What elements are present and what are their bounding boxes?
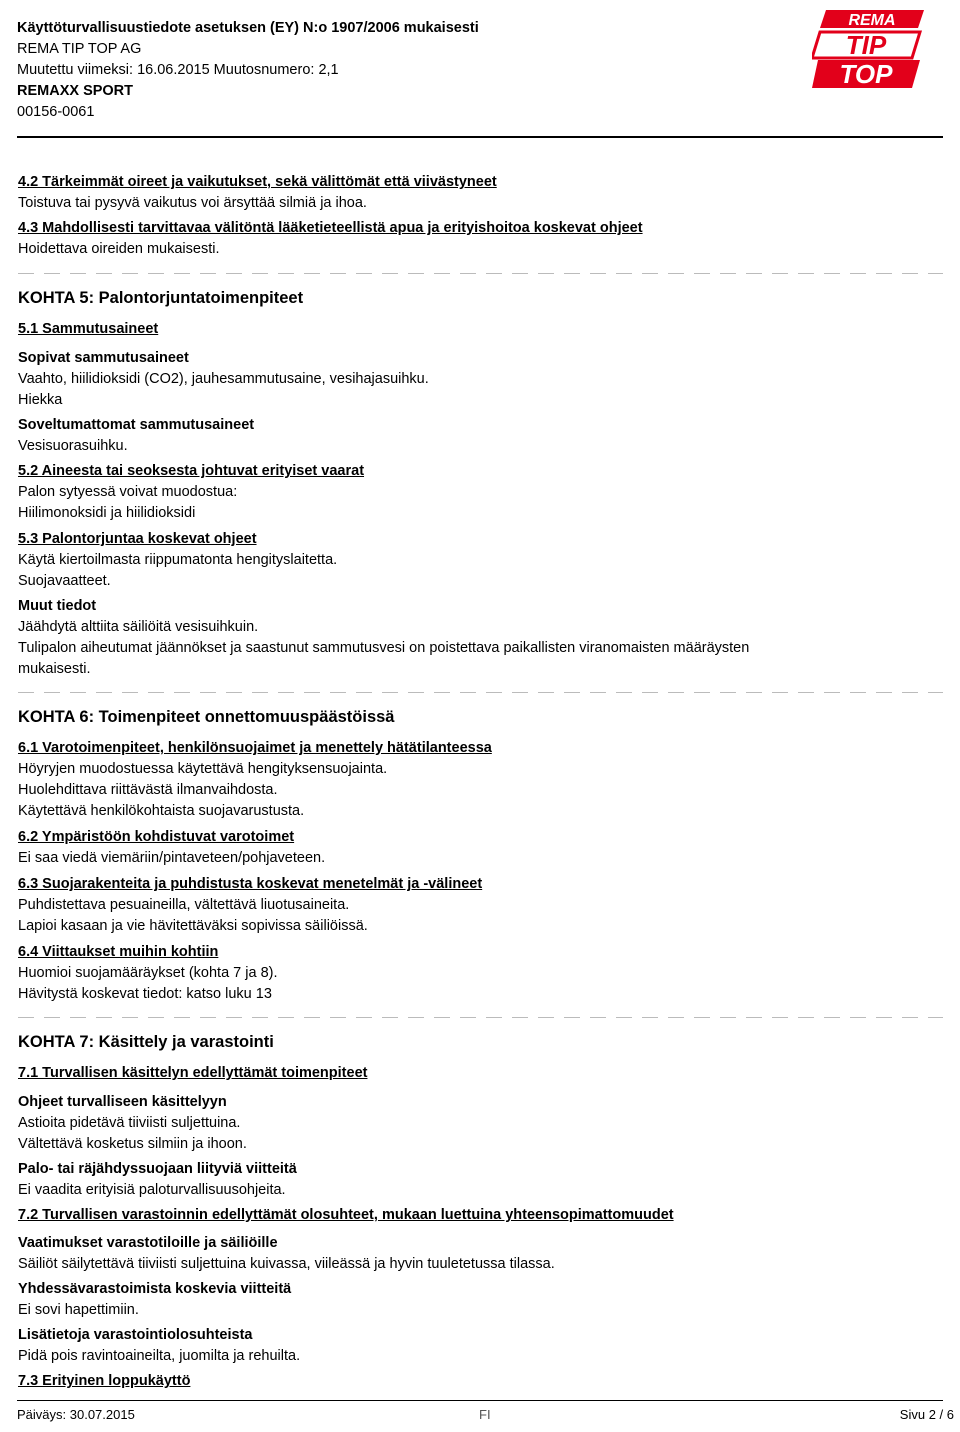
text-other-info-b: Tulipalon aiheutumat jäännökset ja saastunut sammutusvesi on poistettava paikallisten viranomaisten määräysten	[18, 640, 750, 656]
text-6-4a: Huomioi suojamääräykset (kohta 7 ja 8).	[18, 965, 278, 981]
subheading-suitable-media: Sopivat sammutusaineet	[18, 350, 189, 366]
text-6-2: Ei saa viedä viemäriin/pintaveteen/pohjaveteen.	[18, 850, 326, 866]
text-storage-requirements: Säiliöt säilytettävä tiiviisti suljettuina kuivassa, viileässä ja hyvin tuuletetussa tilassa.	[18, 1256, 555, 1272]
heading-5-2: 5.2 Aineesta tai seoksesta johtuvat erityiset vaarat	[18, 463, 365, 479]
text-5-2a: Palon sytyessä voivat muodostua:	[18, 484, 238, 500]
heading-7-3: 7.3 Erityinen loppukäyttö	[18, 1373, 191, 1389]
text-unsuitable-media: Vesisuorasuihku.	[18, 438, 128, 454]
heading-7-2: 7.2 Turvallisen varastoinnin edellyttämät olosuhteet, mukaan luettuina yhteensopimattomuudet	[18, 1207, 674, 1223]
heading-4-3: 4.3 Mahdollisesti tarvittavaa välitöntä lääketieteellistä apua ja erityishoitoa koskevat ohjeet	[18, 220, 643, 236]
text-5-2b: Hiilimonoksidi ja hiilidioksidi	[18, 505, 196, 521]
subheading-unsuitable-media: Soveltumattomat sammutusaineet	[18, 417, 255, 433]
heading-6-4: 6.4 Viittaukset muihin kohtiin	[18, 944, 219, 960]
rema-tip-top-logo	[812, 4, 928, 90]
footer-date: Päiväys: 30.07.2015	[17, 1407, 135, 1422]
heading-5-3: 5.3 Palontorjuntaa koskevat ohjeet	[18, 531, 257, 547]
company-name: REMA TIP TOP AG	[17, 41, 142, 57]
text-5-3b: Suojavaatteet.	[18, 573, 111, 589]
text-5-3a: Käytä kiertoilmasta riippumatonta hengityslaitetta.	[18, 552, 338, 568]
text-6-3a: Puhdistettava pesuaineilla, vältettävä liuotusaineita.	[18, 897, 350, 913]
text-6-1a: Höyryjen muodostuessa käytettävä hengityksensuojainta.	[18, 761, 388, 777]
section-5-title: KOHTA 5: Palontorjuntatoimenpiteet	[18, 289, 304, 307]
footer-page-number: Sivu 2 / 6	[899, 1407, 954, 1422]
heading-4-2: 4.2 Tärkeimmät oireet ja vaikutukset, sekä välittömät että viivästyneet	[18, 174, 497, 190]
text-safe-handling-b: Vältettävä kosketus silmiin ja ihoon.	[18, 1136, 247, 1152]
text-joint-storage: Ei sovi hapettimiin.	[18, 1302, 139, 1318]
section-divider	[18, 692, 943, 693]
text-other-info-a: Jäähdytä alttiita säiliöitä vesisuihkuin.	[18, 619, 259, 635]
text-4-3: Hoidettava oireiden mukaisesti.	[18, 241, 220, 257]
text-storage-info: Pidä pois ravintoaineilta, juomilta ja rehuilta.	[18, 1348, 301, 1364]
text-6-3b: Lapioi kasaan ja vie hävitettäväksi sopivissa säiliöissä.	[18, 918, 368, 934]
section-divider	[18, 1017, 943, 1018]
heading-6-3: 6.3 Suojarakenteita ja puhdistusta koskevat menetelmät ja -välineet	[18, 876, 483, 892]
revision-number: Muutosnumero: 2,1	[213, 62, 339, 78]
document-header	[17, 18, 479, 123]
document-body	[18, 172, 943, 1392]
footer-divider	[17, 1400, 943, 1401]
subheading-safe-handling: Ohjeet turvalliseen käsittelyyn	[18, 1094, 227, 1110]
subheading-storage-info: Lisätietoja varastointiolosuhteista	[18, 1327, 253, 1343]
revision-row	[17, 60, 479, 81]
modified-date: Muutettu viimeksi: 16.06.2015	[17, 62, 210, 78]
subheading-other-info: Muut tiedot	[18, 598, 97, 614]
text-6-4b: Hävitystä koskevat tiedot: katso luku 13	[18, 986, 272, 1002]
header-divider	[17, 136, 943, 138]
subheading-joint-storage: Yhdessävarastoimista koskevia viitteitä	[18, 1281, 292, 1297]
subheading-storage-requirements: Vaatimukset varastotiloille ja säiliöille	[18, 1235, 278, 1251]
logo-text-tip: TIP	[845, 30, 887, 60]
text-6-1c: Käytettävä henkilökohtaista suojavarustusta.	[18, 803, 305, 819]
heading-5-1: 5.1 Sammutusaineet	[18, 321, 159, 337]
text-sand: Hiekka	[18, 392, 63, 408]
heading-6-1: 6.1 Varotoimenpiteet, henkilönsuojaimet ja menettely hätätilanteessa	[18, 740, 492, 756]
text-suitable-media: Vaahto, hiilidioksidi (CO2), jauhesammutusaine, vesihajasuihku.	[18, 371, 429, 387]
text-other-info-c: mukaisesti.	[18, 661, 91, 677]
heading-6-2: 6.2 Ympäristöön kohdistuvat varotoimet	[18, 829, 295, 845]
text-fire-protection: Ei vaadita erityisiä paloturvallisuusohjeita.	[18, 1182, 286, 1198]
section-7-title: KOHTA 7: Käsittely ja varastointi	[18, 1033, 274, 1051]
heading-7-1: 7.1 Turvallisen käsittelyn edellyttämät toimenpiteet	[18, 1065, 368, 1081]
product-code: 00156-0061	[17, 104, 95, 120]
product-name: REMAXX SPORT	[17, 83, 134, 99]
logo-text-top: TOP	[839, 59, 893, 89]
document-title: Käyttöturvallisuustiedote asetuksen (EY) N:o 1907/2006 mukaisesti	[17, 20, 479, 36]
footer-language: FI	[479, 1407, 491, 1422]
text-6-1b: Huolehdittava riittävästä ilmanvaihdosta.	[18, 782, 278, 798]
subheading-fire-protection: Palo- tai räjähdyssuojaan liityviä viitteitä	[18, 1161, 297, 1177]
section-6-title: KOHTA 6: Toimenpiteet onnettomuuspäästöissä	[18, 708, 395, 726]
logo-text-rema: REMA	[848, 12, 896, 29]
text-safe-handling-a: Astioita pidetävä tiiviisti suljettuina.	[18, 1115, 241, 1131]
section-divider	[18, 273, 943, 274]
text-4-2: Toistuva tai pysyvä vaikutus voi ärsyttää silmiä ja ihoa.	[18, 195, 367, 211]
